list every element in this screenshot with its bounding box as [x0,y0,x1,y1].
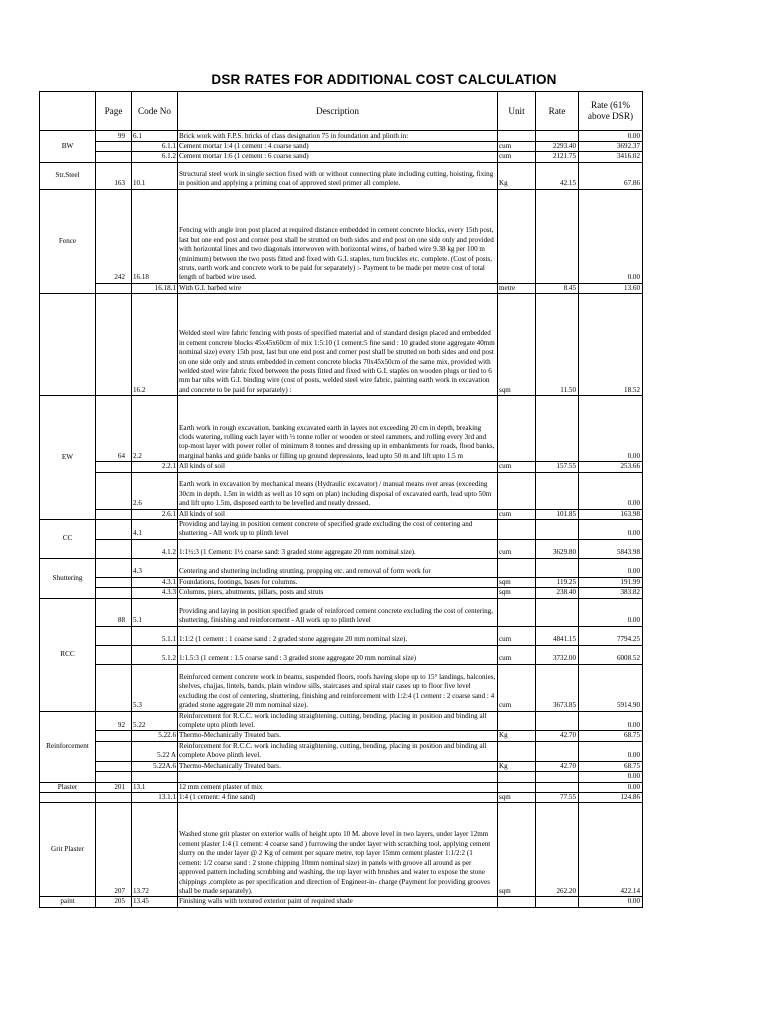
unit-cell: sqm [498,803,536,897]
code-cell: 5.22 A [132,741,178,761]
code-cell: 16.18 [132,189,178,283]
unit-cell: sqm [498,792,536,802]
description-cell: Finishing walls with textured exterior paint of required shade [178,897,498,907]
rate-61-cell: 191.99 [579,577,643,587]
rate-cell [536,558,579,577]
rate-cell [536,189,579,283]
category-cell: Fence [40,189,96,293]
description-cell: Cement mortar 1:4 (1 cement : 4 coarse sand) [178,142,498,152]
category-cell: Reinforcement [40,711,96,782]
rate-61-cell: 67.86 [579,162,643,189]
table-row [40,142,643,152]
description-cell: 1:1:2 (1 cement : 1 coarse sand : 2 graded stone aggregate 20 mm nominal size). [178,626,498,645]
rate-cell [536,598,579,626]
table-row [40,294,643,396]
page-cell [96,772,132,782]
category-cell: RCC [40,598,96,711]
unit-cell [498,741,536,761]
unit-cell: sqm [498,577,536,587]
unit-cell: cum [498,152,536,162]
rate-cell: 42.70 [536,731,579,741]
table-row [40,462,643,472]
code-cell: 2.6 [132,472,178,509]
header-rate-61: Rate (61% above DSR) [579,92,643,131]
rate-cell: 238.40 [536,588,579,598]
unit-cell: cum [498,626,536,645]
page-cell [96,520,132,540]
rate-61-cell: 68.75 [579,761,643,771]
table-row [40,897,643,907]
unit-cell [498,472,536,509]
unit-cell: cum [498,509,536,519]
table-row [40,741,643,761]
description-cell: Cement mortar 1:6 (1 cement : 6 coarse sand) [178,152,498,162]
description-cell: Thermo-Mechanically Treated bars. [178,731,498,741]
page-cell: 207 [96,803,132,897]
description-cell: All kinds of soil [178,509,498,519]
rate-61-cell: 0.00 [579,472,643,509]
table-row [40,664,643,711]
table-row [40,539,643,558]
code-cell: 5.22.6 [132,731,178,741]
unit-cell [498,131,536,142]
description-cell: 1:4 (1 cement: 4 fine sand) [178,792,498,802]
rate-61-cell: 3692.37 [579,142,643,152]
code-cell: 13.1 [132,782,178,792]
category-cell: Grit Plaster [40,803,96,897]
code-cell: 6.1.1 [132,142,178,152]
table-row [40,152,643,162]
unit-cell [498,772,536,782]
description-cell: Foundations, footings, bases for columns. [178,577,498,587]
rate-cell: 3629.80 [536,539,579,558]
rate-61-cell: 0.00 [579,189,643,283]
page-cell [96,142,132,152]
page-cell [96,558,132,577]
unit-cell [498,782,536,792]
page-cell: 205 [96,897,132,907]
table-row [40,189,643,283]
description-cell: Reinforcement for R.C.C. work including straightening, cutting, bending, placing in position and binding all complete upto plinth level. [178,711,498,731]
rate-61-cell: 124.86 [579,792,643,802]
code-cell: 4.3 [132,558,178,577]
rate-cell: 11.50 [536,294,579,396]
table-row [40,731,643,741]
header-rate: Rate [536,92,579,131]
code-cell: 5.1.2 [132,645,178,664]
code-cell: 5.1.1 [132,626,178,645]
rate-cell: 262.20 [536,803,579,897]
code-cell: 10.1 [132,162,178,189]
page-cell [96,472,132,509]
category-cell: paint [40,897,96,907]
description-cell: Providing and laying in position cement concrete of specified grade excluding the cost of centering and shuttering - All work up to plinth level [178,520,498,540]
rate-cell [536,131,579,142]
description-cell: All kinds of soil [178,462,498,472]
unit-cell: cum [498,142,536,152]
rate-61-cell: 13.60 [579,283,643,293]
code-cell: 4.1.2 [132,539,178,558]
rate-61-cell: 383.82 [579,588,643,598]
table-row [40,472,643,509]
rate-cell: 2121.75 [536,152,579,162]
table-row [40,558,643,577]
table-row [40,283,643,293]
page-cell: 88 [96,598,132,626]
rate-61-cell: 0.00 [579,396,643,462]
unit-cell [498,396,536,462]
code-cell: 13.45 [132,897,178,907]
table-row [40,509,643,519]
table-row [40,520,643,540]
header-unit: Unit [498,92,536,131]
unit-cell [498,897,536,907]
page-cell: 201 [96,782,132,792]
page-cell: 64 [96,396,132,462]
header-category [40,92,96,131]
page-cell [96,645,132,664]
table-row [40,761,643,771]
dsr-rates-table-container [39,91,642,908]
description-cell: Earth work in rough excavation, banking excavated earth in layers not exceeding 20 cm in depth, breaking clods watering, rolling each layer with ½ tonne roller or wooden or steel rammers, and rolling every 3rd and top-most layer with power roller of minimum 8 tonnes and dressing up in embankments for roads, flood banks, marginal banks and guide banks or filling up ground depressions, lead upto 50 m and lift upto 1.5 m [178,396,498,462]
rate-cell: 101.85 [536,509,579,519]
code-cell: 5.1 [132,598,178,626]
description-cell [178,772,498,782]
rate-cell [536,520,579,540]
page-cell [96,626,132,645]
rate-cell: 2293.40 [536,142,579,152]
page-cell [96,539,132,558]
page-cell: 163 [96,162,132,189]
description-cell: Earth work in excavation by mechanical means (Hydraulic excavator) / manual means over areas (exceeding 30cm in depth. 1.5m in width as well as 10 sqm on plan) including disposal of excavated earth, lead upto 50m and lift upto 1.5m, disposed earth to be levelled and neatly dressed. [178,472,498,509]
unit-cell: metre [498,283,536,293]
description-cell: Thermo-Mechanically Treated bars. [178,761,498,771]
unit-cell: cum [498,645,536,664]
code-cell [132,772,178,782]
rate-cell: 42.15 [536,162,579,189]
category-cell: EW [40,396,96,520]
table-row [40,803,643,897]
page-title: DSR RATES FOR ADDITIONAL COST CALCULATION [211,72,557,87]
page-cell [96,577,132,587]
unit-cell [498,711,536,731]
unit-cell: sqm [498,294,536,396]
rate-cell [536,396,579,462]
code-cell: 4.3.1 [132,577,178,587]
table-row [40,772,643,782]
rate-61-cell: 0.00 [579,131,643,142]
table-header-row [40,92,643,131]
rate-cell [536,711,579,731]
code-cell: 5.3 [132,664,178,711]
table-row [40,588,643,598]
description-cell: Reinforcement for R.C.C. work including straightening, cutting, bending, placing in position and binding all complete Above plinth level. [178,741,498,761]
page-cell [96,509,132,519]
description-cell: Centering and shuttering including strutting, propping etc. and removal of form work for [178,558,498,577]
unit-cell [498,520,536,540]
rate-cell [536,741,579,761]
unit-cell: cum [498,539,536,558]
unit-cell: cum [498,462,536,472]
rate-61-cell: 0.00 [579,520,643,540]
page-cell: 99 [96,131,132,142]
rate-cell: 77.55 [536,792,579,802]
description-cell: 12 mm cement plaster of mix [178,782,498,792]
description-cell: Structural steel work in single section fixed with or without connecting plate including cutting, hoisting, fixing in position and applying a priming coat of approved steel primer all complete. [178,162,498,189]
description-cell: Washed stone grit plaster on exterior walls of height upto 10 M. above level in two layers, under layer 12mm cement plaster 1:4 (1 cement: 4 coarse sand ) furrowing the under layer with scratching tool, applying cement slurry on the under layer @ 2 Kg of cement per square metre, top layer 15mm cement plaster 1:1/2:2 (1 cement: 1/2 coarse sand : 2 stone chipping 10mm nominal size) in panels with groove all around as per approved pattern including scrubbing and washing, the top layer with brushes and water to expose the stone chippings ,complete as per specification and direction of Engineer-in- charge (Payment for providing grooves shall be made separately). [178,803,498,897]
code-cell: 16.2 [132,294,178,396]
code-cell: 5.22 [132,711,178,731]
rate-61-cell: 422.14 [579,803,643,897]
rate-61-cell: 68.75 [579,731,643,741]
category-cell [40,294,96,396]
rate-cell [536,772,579,782]
code-cell: 5.22A.6 [132,761,178,771]
table-row [40,792,643,802]
unit-cell [498,558,536,577]
unit-cell: Kg [498,761,536,771]
rate-61-cell: 3416.02 [579,152,643,162]
rate-61-cell: 163.98 [579,509,643,519]
page-cell [96,792,132,802]
table-row [40,711,643,731]
table-row [40,645,643,664]
header-page: Page [96,92,132,131]
rate-61-cell: 0.00 [579,598,643,626]
code-cell: 6.1 [132,131,178,142]
description-cell: Welded steel wire fabric fencing with posts of specified material and of standard design placed and embedded in cement concrete blocks 45x45x60cm of mix 1:5:10 (1 cement:5 fine sand : 10 graded stone aggregate 40mm nominal size) every 15th post, last but one end post and corner post shall be strutted on both sides and end post on one side only and struts embedded in cement concrete blocks 70x45x50cm of the same mix, provided with welded steel wire fabric fixed between the posts fitted and fixed with G.I. staples on wooden plugs or tied to 6 mm bar nibs with G.I. binding wire (cost of posts, welded steel wire fabric, painting earth work in excavation and concrete to be paid for separately) : [178,294,498,396]
rate-cell: 42.70 [536,761,579,771]
page-cell [96,294,132,396]
page-cell [96,664,132,711]
rate-cell [536,472,579,509]
page-cell: 92 [96,711,132,731]
category-cell: BW [40,131,96,163]
rate-61-cell: 18.52 [579,294,643,396]
unit-cell: Kg [498,731,536,741]
code-cell: 6.1.2 [132,152,178,162]
table-row [40,626,643,645]
rate-61-cell: 0.00 [579,897,643,907]
table-row [40,162,643,189]
description-cell: Reinforced cement concrete work in beams, suspended floors, roofs having slope up to 15° landings, balconies, shelves, chajjas, lintels, bands, plain window sills, staircases and spiral stair cases up to floor five level excluding the cost of centering, shuttering, finishing and reinforcement with 1:2:4 (1 cement : 2 coarse sand : 4 graded stone aggregate 20 mm nominal size). [178,664,498,711]
description-cell: With G.I. barbed wire [178,283,498,293]
rate-cell: 119.25 [536,577,579,587]
category-cell: CC [40,520,96,559]
unit-cell [498,189,536,283]
table-row [40,598,643,626]
page-cell [96,588,132,598]
description-cell: 1:1.5:3 (1 cement : 1.5 coarse sand : 3 graded stone aggregate 20 mm nominal size) [178,645,498,664]
rate-cell: 8.45 [536,283,579,293]
unit-cell: Kg [498,162,536,189]
code-cell: 4.3.3 [132,588,178,598]
rate-61-cell: 253.66 [579,462,643,472]
description-cell: Columns, piers, abutments, pillars, posts and struts [178,588,498,598]
page-cell [96,761,132,771]
rate-61-cell: 5843.98 [579,539,643,558]
rate-61-cell: 0.00 [579,772,643,782]
table-row [40,782,643,792]
description-cell: Providing and laying in position specified grade of reinforced cement concrete excluding the cost of centering, shuttering, finishing and reinforcement - All work up to plinth level [178,598,498,626]
code-cell: 2.2 [132,396,178,462]
page-cell: 242 [96,189,132,283]
rate-cell: 4841.15 [536,626,579,645]
page-cell [96,283,132,293]
header-description: Description [178,92,498,131]
category-cell: Str.Steel [40,162,96,189]
unit-cell: cum [498,664,536,711]
page-cell [96,731,132,741]
rate-61-cell: 7794.25 [579,626,643,645]
rate-61-cell: 6008.52 [579,645,643,664]
code-cell: 13.72 [132,803,178,897]
rate-cell: 157.55 [536,462,579,472]
category-cell [40,792,96,802]
description-cell: 1:1½:3 (1 Cement: 1½ coarse sand: 3 graded stone aggregate 20 mm nominal size). [178,539,498,558]
rate-61-cell: 5914.90 [579,664,643,711]
category-cell: Shuttering [40,558,96,598]
header-code: Code No [132,92,178,131]
code-cell: 16.18.1 [132,283,178,293]
page-cell [96,152,132,162]
unit-cell: sqm [498,588,536,598]
rate-61-cell: 0.00 [579,741,643,761]
code-cell: 4.1 [132,520,178,540]
code-cell: 2.6.1 [132,509,178,519]
table-row [40,577,643,587]
rate-cell: 3673.85 [536,664,579,711]
dsr-rates-table [39,91,643,908]
table-row [40,396,643,462]
unit-cell [498,598,536,626]
rate-61-cell: 0.00 [579,558,643,577]
rate-61-cell: 0.00 [579,782,643,792]
description-cell: Brick work with F.P.S. bricks of class designation 75 in foundation and plinth in: [178,131,498,142]
code-cell: 13.1.1 [132,792,178,802]
category-cell: Plaster [40,782,96,792]
description-cell: Fencing with angle iron post placed at required distance embedded in cement concrete blocks, every 15th post, last but one end post and corner post shall be strutted on both sides and end post on one side only and provided with horizontal lines and two diagonals interwoven with horizontal wires, of barbed wire 9.38 kg per 100 m (minimum) between the two posts fitted and fixed with G.I. staples, turn buckles etc. complete. (Cost of posts, struts, earth work and concrete work to be paid for separately) :- Payment to be made per metre cost of total length of barbed wire used. [178,189,498,283]
table-row [40,131,643,142]
code-cell: 2.2.1 [132,462,178,472]
page-cell [96,462,132,472]
rate-61-cell: 0.00 [579,711,643,731]
rate-cell: 3732.00 [536,645,579,664]
rate-cell [536,782,579,792]
rate-cell [536,897,579,907]
page-cell [96,741,132,761]
